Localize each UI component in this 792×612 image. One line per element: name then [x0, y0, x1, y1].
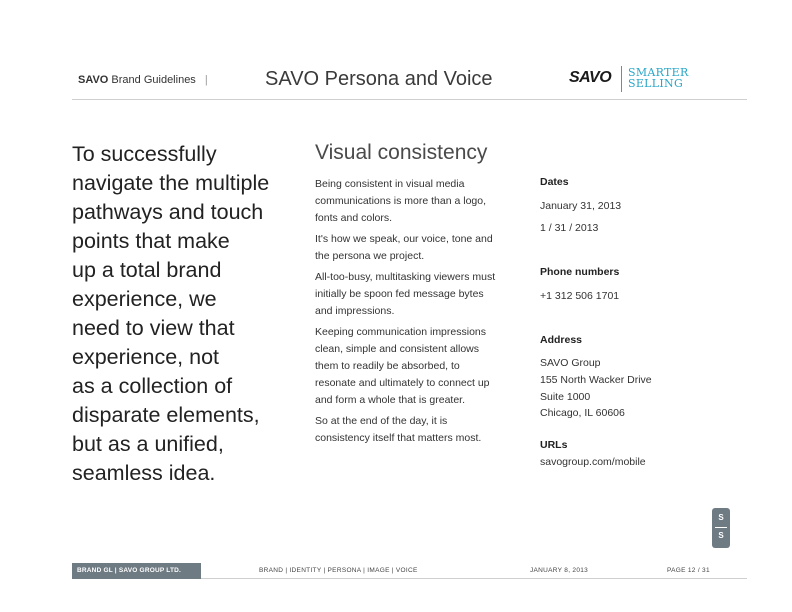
- page-header: [72, 62, 747, 100]
- page-title: SAVO Persona and Voice: [265, 68, 493, 90]
- footer-page-number: PAGE 12 / 31: [667, 567, 710, 574]
- body-line: and form a whole that is greater.: [315, 394, 465, 406]
- body-line: So at the end of the day, it is: [315, 415, 448, 427]
- body-line: fonts and colors.: [315, 212, 393, 224]
- footer-date: JANUARY 8, 2013: [530, 567, 589, 574]
- address-line-4: Chicago, IL 60606: [540, 407, 625, 419]
- body-paragraph: [315, 231, 530, 265]
- phone-label: Phone numbers: [540, 266, 620, 278]
- hero-line: seamless idea.: [72, 461, 216, 485]
- savo-logo: [569, 66, 709, 96]
- hero-line: but as a unified,: [72, 432, 224, 456]
- date-long: January 31, 2013: [540, 200, 622, 212]
- logo-tagline: [628, 67, 689, 89]
- hero-line: navigate the multiple: [72, 171, 270, 195]
- hero-line: disparate elements,: [72, 403, 260, 427]
- body-paragraph: [315, 413, 530, 447]
- body-line: initially be spoon fed message bytes: [315, 288, 484, 300]
- brand-guidelines-text: Brand Guidelines: [111, 74, 196, 86]
- body-line: the persona we project.: [315, 250, 425, 262]
- logo-smarter: SMARTER: [628, 66, 689, 79]
- badge-bottom-letter: S: [718, 531, 724, 540]
- dates-label: Dates: [540, 176, 569, 188]
- date-short: 1 / 31 / 2013: [540, 222, 599, 234]
- hero-line: pathways and touch: [72, 200, 264, 224]
- body-line: communications is more than a logo,: [315, 195, 486, 207]
- body-line: It's how we speak, our voice, tone and: [315, 233, 493, 245]
- hero-line: To successfully: [72, 142, 217, 166]
- phone-number: +1 312 506 1701: [540, 290, 620, 302]
- body-line: Keeping communication impressions: [315, 326, 486, 338]
- address-line-2: 155 North Wacker Drive: [540, 374, 652, 386]
- hero-line: points that make: [72, 229, 230, 253]
- body-line: All-too-busy, multitasking viewers must: [315, 271, 496, 283]
- address-line-1: SAVO Group: [540, 357, 601, 369]
- body-paragraph: [315, 324, 530, 409]
- url-link[interactable]: savogroup.com/mobile: [540, 456, 646, 468]
- body-line: Being consistent in visual media: [315, 178, 465, 190]
- body-line: clean, simple and consistent allows: [315, 343, 480, 355]
- badge-top-letter: S: [718, 513, 724, 522]
- address-label: Address: [540, 334, 583, 346]
- body-copy: [315, 176, 530, 451]
- header-separator: |: [204, 74, 208, 86]
- brand-guidelines-label: [78, 74, 208, 86]
- body-line: them to readily be absorbed, to: [315, 360, 460, 372]
- footer-section-nav: BRAND | IDENTITY | PERSONA | IMAGE | VOICE: [259, 567, 418, 574]
- body-paragraph: [315, 176, 530, 227]
- body-line: and impressions.: [315, 305, 395, 317]
- hero-line: experience, we: [72, 287, 217, 311]
- hero-line: need to view that: [72, 316, 235, 340]
- page-footer: [72, 563, 747, 579]
- logo-savo-wordmark: SAVO: [569, 69, 612, 86]
- body-line: consistency itself that matters most.: [315, 432, 482, 444]
- section-title: Visual consistency: [315, 141, 488, 164]
- footer-brand-tag: BRAND GL | SAVO GROUP LTD.: [72, 563, 201, 579]
- body-paragraph: [315, 269, 530, 320]
- savo-badge-icon: [712, 508, 730, 548]
- badge-divider: [715, 527, 727, 528]
- brand-name: SAVO: [78, 74, 109, 86]
- logo-selling: SELLING: [628, 77, 684, 90]
- hero-line: up a total brand: [72, 258, 222, 282]
- body-line: resonate and ultimately to connect up: [315, 377, 490, 389]
- hero-line: experience, not: [72, 345, 220, 369]
- logo-divider: [621, 66, 622, 92]
- hero-statement: [72, 140, 308, 488]
- address-line-3: Suite 1000: [540, 391, 591, 403]
- hero-line: as a collection of: [72, 374, 233, 398]
- urls-label: URLs: [540, 439, 568, 451]
